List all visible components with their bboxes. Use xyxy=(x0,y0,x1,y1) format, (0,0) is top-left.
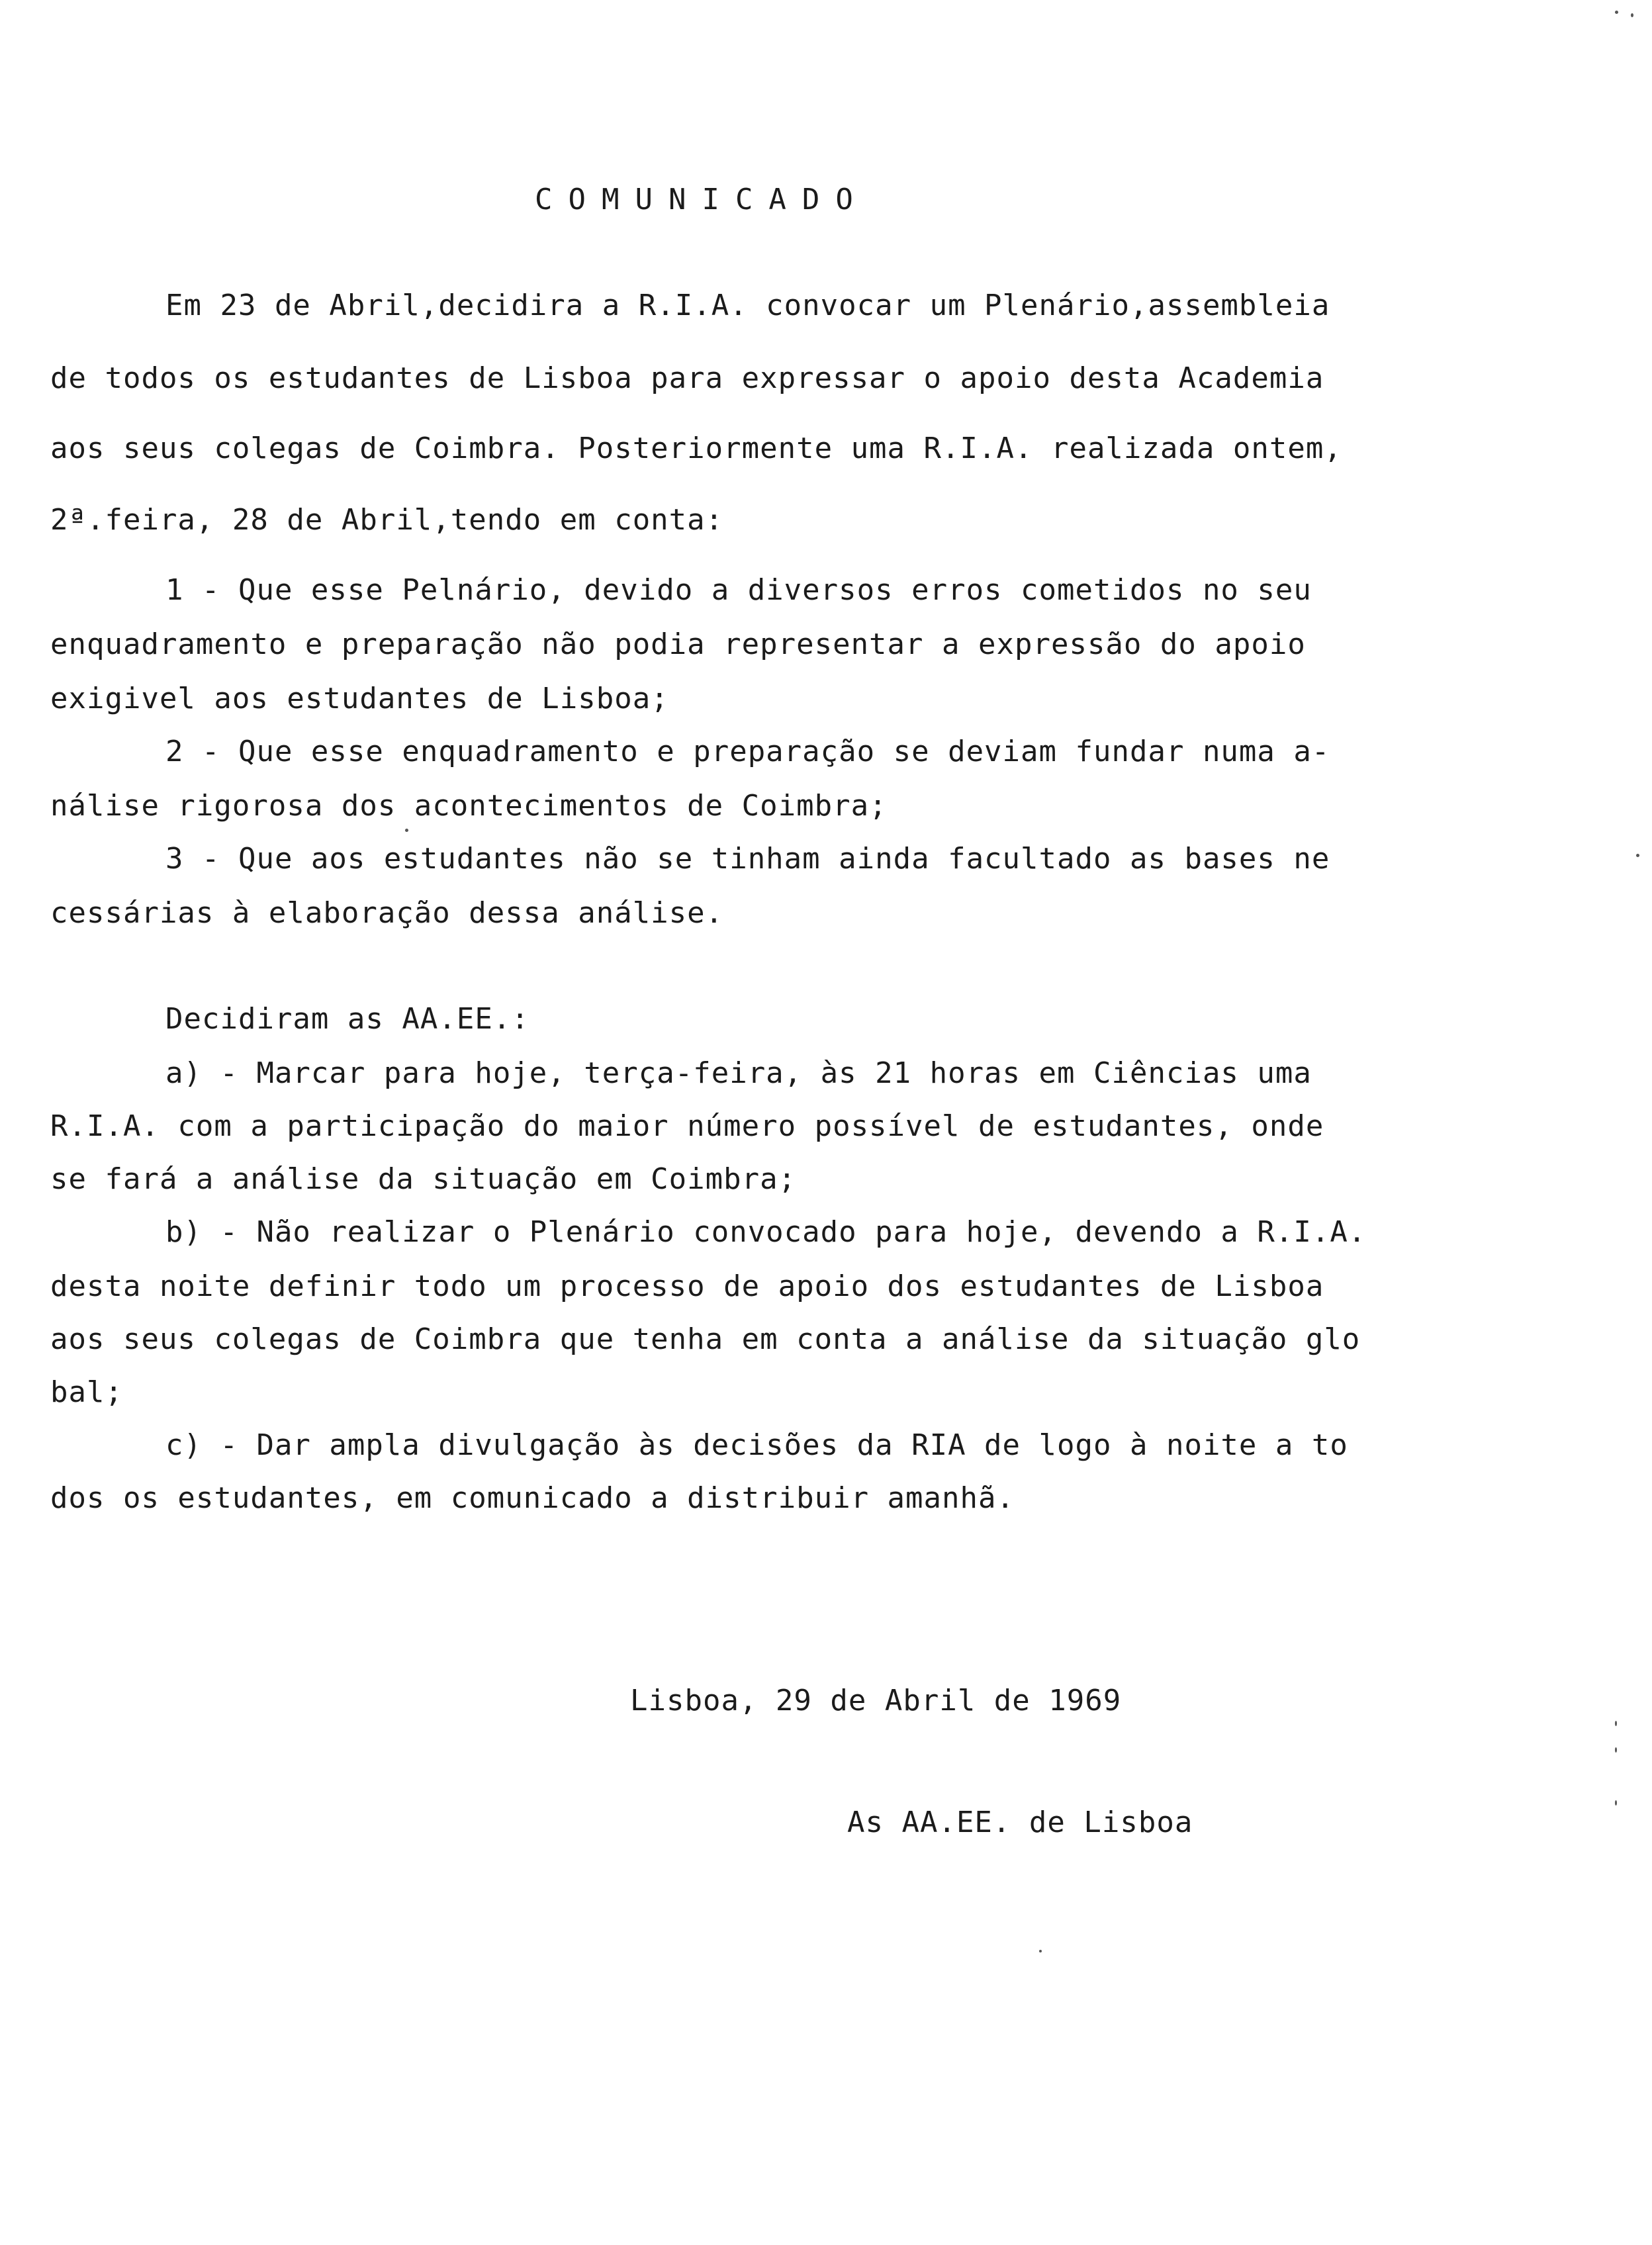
point-1-line-2: enquadramento e preparação não podia representar a expressão do apoio xyxy=(50,627,1306,661)
paragraph-1-line-4: 2ª.feira, 28 de Abril,tendo em conta: xyxy=(50,503,724,537)
decision-a-line-2: R.I.A. com a participação do maior número possível de estudantes, onde xyxy=(50,1109,1324,1143)
paragraph-1-line-1: Em 23 de Abril,decidira a R.I.A. convocar um Plenário,assembleia xyxy=(165,289,1330,322)
decision-c-line-1: c) - Dar ampla divulgação às decisões da RIA de logo à noite a to xyxy=(165,1428,1348,1462)
point-1-line-3: exigivel aos estudantes de Lisboa; xyxy=(50,682,669,715)
decision-c-line-2: dos os estudantes, em comunicado a distribuir amanhã. xyxy=(50,1481,1015,1515)
paragraph-1-line-3: aos seus colegas de Coimbra. Posteriormente uma R.I.A. realizada ontem, xyxy=(50,432,1342,465)
document-title: COMUNICADO xyxy=(535,183,869,216)
point-2-line-2: nálise rigorosa dos acontecimentos de Coimbra; xyxy=(50,789,888,823)
decision-a-line-1: a) - Marcar para hoje, terça-feira, às 21 horas em Ciências uma xyxy=(165,1056,1312,1090)
decision-b-line-3: aos seus colegas de Coimbra que tenha em conta a análise da situação glo xyxy=(50,1322,1361,1356)
scan-speck xyxy=(1615,1747,1617,1753)
point-3-line-2: cessárias à elaboração dessa análise. xyxy=(50,896,724,930)
point-1-line-1: 1 - Que esse Pelnário, devido a diversos erros cometidos no seu xyxy=(165,573,1312,607)
decision-b-line-2: desta noite definir todo um processo de apoio dos estudantes de Lisboa xyxy=(50,1269,1324,1303)
point-2-line-1: 2 - Que esse enquadramento e preparação se deviam fundar numa a- xyxy=(165,735,1330,768)
date-line: Lisboa, 29 de Abril de 1969 xyxy=(630,1684,1122,1718)
scan-speck xyxy=(1615,1721,1617,1726)
decision-a-line-3: se fará a análise da situação em Coimbra; xyxy=(50,1162,797,1196)
scan-speck xyxy=(1636,854,1639,857)
scan-speck xyxy=(1039,1950,1042,1952)
decision-b-line-4: bal; xyxy=(50,1375,123,1409)
scan-speck xyxy=(1615,11,1618,14)
scan-speck xyxy=(405,829,408,832)
paragraph-1-line-2: de todos os estudantes de Lisboa para expressar o apoio desta Academia xyxy=(50,361,1324,395)
decisions-heading: Decidiram as AA.EE.: xyxy=(165,1002,529,1036)
point-3-line-1: 3 - Que aos estudantes não se tinham ainda facultado as bases ne xyxy=(165,842,1330,876)
decision-b-line-1: b) - Não realizar o Plenário convocado para hoje, devendo a R.I.A. xyxy=(165,1215,1367,1249)
scan-speck xyxy=(1615,1800,1617,1806)
signature-line: As AA.EE. de Lisboa xyxy=(847,1806,1193,1839)
scan-speck xyxy=(1631,13,1633,17)
